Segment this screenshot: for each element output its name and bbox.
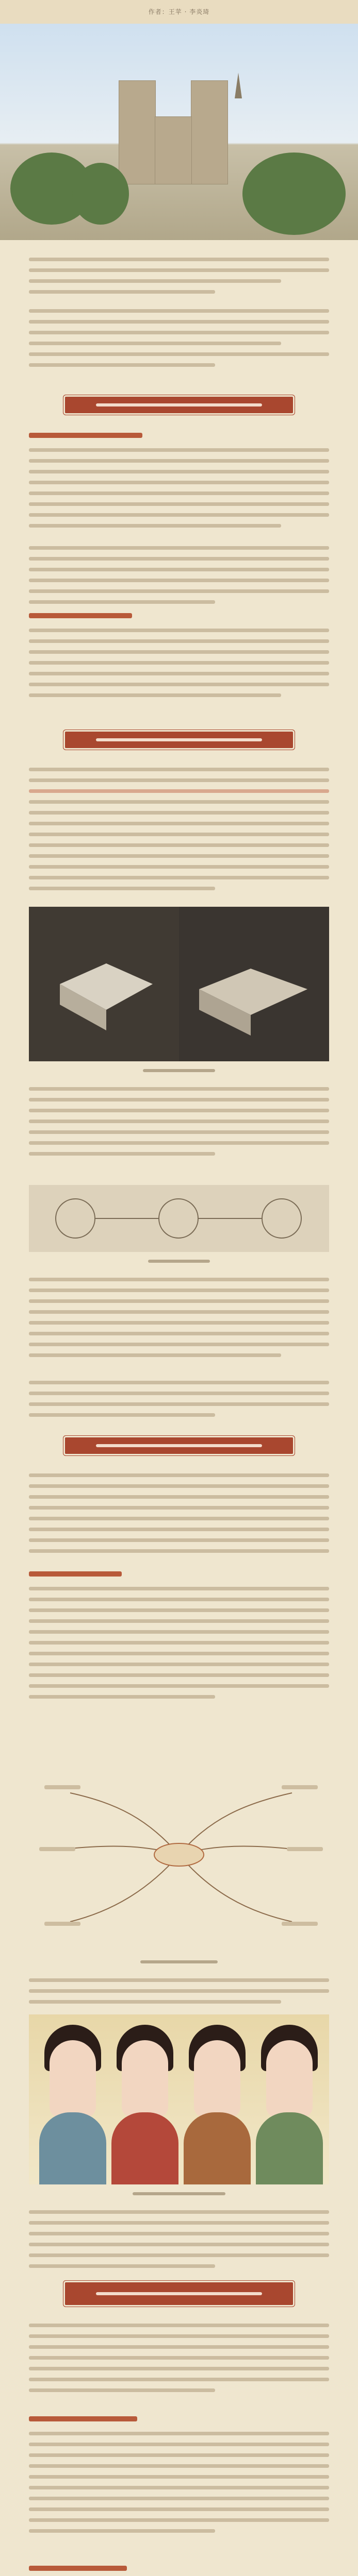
paragraph <box>29 1381 329 1424</box>
paragraph <box>29 1587 329 1706</box>
subheading <box>29 2416 137 2421</box>
paragraph <box>29 1278 329 1364</box>
paragraph <box>29 309 329 374</box>
paragraph <box>29 1473 329 1560</box>
intro-text <box>29 258 329 301</box>
paragraph <box>29 2324 329 2399</box>
figure-caption <box>0 1960 358 1963</box>
figure-portraits <box>29 2014 329 2184</box>
architecture-render-icon <box>29 907 329 1061</box>
section-heading-1 <box>65 397 293 413</box>
paragraph <box>29 546 329 611</box>
subheading <box>29 613 132 618</box>
subheading <box>29 2566 127 2571</box>
diagram-icon <box>29 1185 329 1252</box>
figure-caption <box>0 1069 358 1072</box>
paragraph <box>29 2210 329 2275</box>
section-heading-3 <box>65 1437 293 1454</box>
subheading <box>29 1571 122 1577</box>
section-heading-2 <box>65 732 293 748</box>
byline: 作者：王苹 · 李炎琦 <box>148 8 210 15</box>
paragraph <box>29 768 329 897</box>
paragraph <box>29 2432 329 2540</box>
figure-caption <box>0 1260 358 1263</box>
hero-image <box>0 24 358 240</box>
section-heading-4 <box>65 2282 293 2305</box>
subheading <box>29 433 142 438</box>
figure-caption <box>0 2192 358 2195</box>
figure-mindmap <box>29 1757 329 1953</box>
paragraph <box>29 448 329 535</box>
paragraph <box>29 629 329 704</box>
figure-diagram-strip <box>29 1185 329 1252</box>
mindmap-diagram-icon <box>29 1757 329 1953</box>
figure-photo-1 <box>29 907 329 1061</box>
paragraph <box>29 1087 329 1163</box>
paragraph <box>29 1978 329 2011</box>
